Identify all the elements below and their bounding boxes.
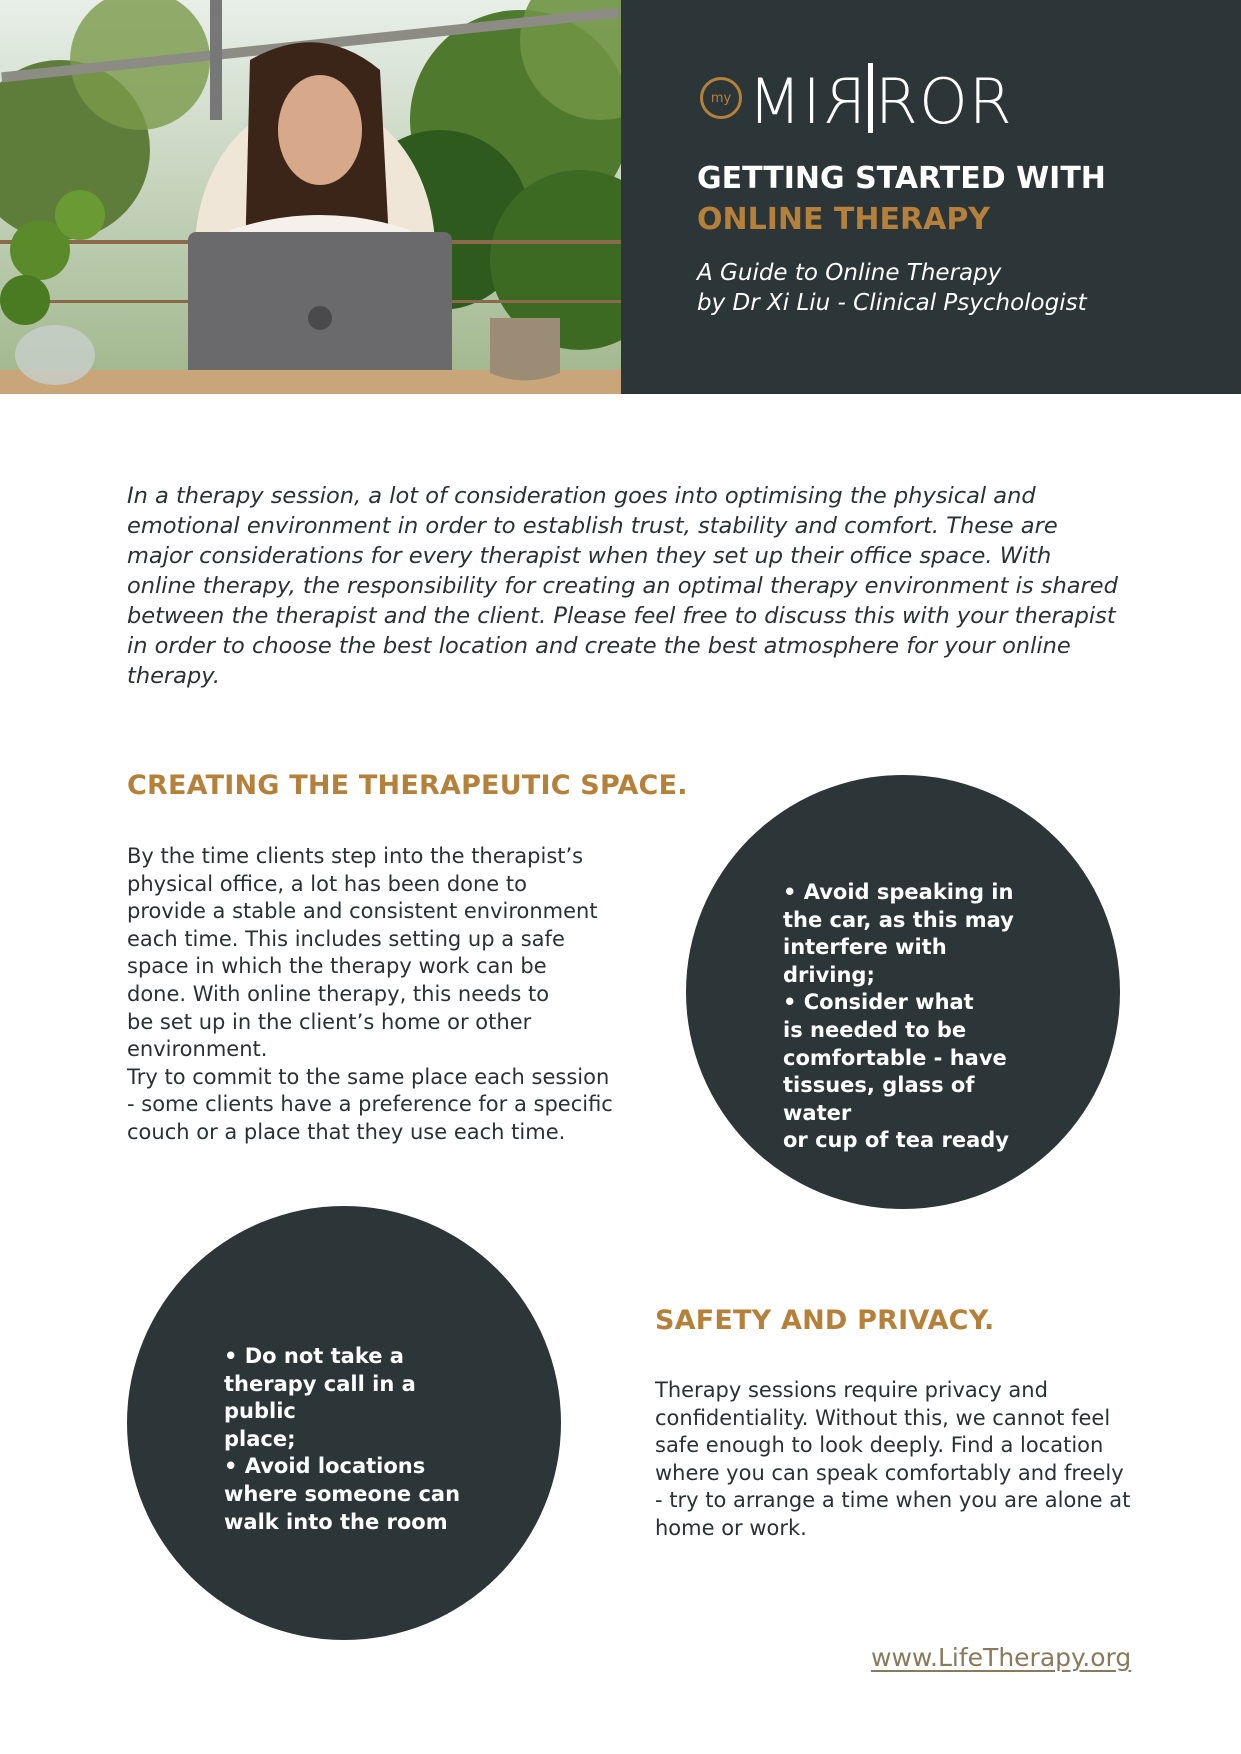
logo-mirrored-letter: R [821, 65, 866, 138]
section-heading-therapeutic-space: CREATING THE THERAPEUTIC SPACE. [127, 770, 688, 801]
intro-paragraph: In a therapy session, a lot of consideration goes into optimising the physical and emotional environment in order to establish trust, stability and comfort. These are major considerations for every therapist when they set up their office space. With online therapy, the responsibility for creating an optimal therapy environment is shared between the therapist and the client. Please feel free to discuss this with your therapist in order to choose the best location and create the best atmosphere for your online therapy. [127, 483, 1118, 689]
tips-text-safety-privacy: • Do not take a therapy call in a public place; • Avoid locations where someone can walk into the room [224, 1344, 461, 1534]
hero-title-line-2: ONLINE THERAPY [697, 202, 991, 237]
logo-mirror-bar [868, 63, 873, 133]
section-body-therapeutic-space: By the time clients step into the therapist’s physical office, a lot has been done to provide a stable and consistent environment each time. This includes setting up a safe space in which the therapy work can be done. With online therapy, this needs to be set up in the client’s home or other environment. Try to commit to the same place each session - some clients have a preference for a specific couch or a place that they use each time. [127, 844, 613, 1144]
hero-subtitle-line-1: A Guide to Online Therapy [697, 260, 1002, 286]
logo-my-badge: my [700, 77, 742, 119]
hero-title-line-1: GETTING STARTED WITH [697, 161, 1106, 196]
footer-website-link[interactable]: www.LifeTherapy.org [871, 1643, 1132, 1672]
section-body-safety-privacy: Therapy sessions require privacy and confidentiality. Without this, we cannot feel safe enough to look deeply. Find a location where you can speak comfortably and freely - try to arrange a time when you are alone at home or work. [655, 1378, 1131, 1540]
hero-subtitle [697, 258, 1087, 318]
tips-text-therapeutic-space: • Avoid speaking in the car, as this may interfere with driving; • Consider what is needed to be comfortable - have tissues, glass of water or cup of tea ready [783, 880, 1014, 1153]
logo-part-1: MI [748, 65, 822, 138]
hero-subtitle-line-2: by Dr Xi Liu - Clinical Psychologist [697, 290, 1087, 316]
mymirror-logo [700, 58, 1013, 138]
section-heading-safety-privacy: SAFETY AND PRIVACY. [655, 1305, 995, 1336]
logo-part-3: ROR [874, 65, 1013, 138]
hero-photo [0, 0, 621, 394]
logo-wordmark [748, 63, 1013, 138]
hero-title [697, 158, 1106, 240]
